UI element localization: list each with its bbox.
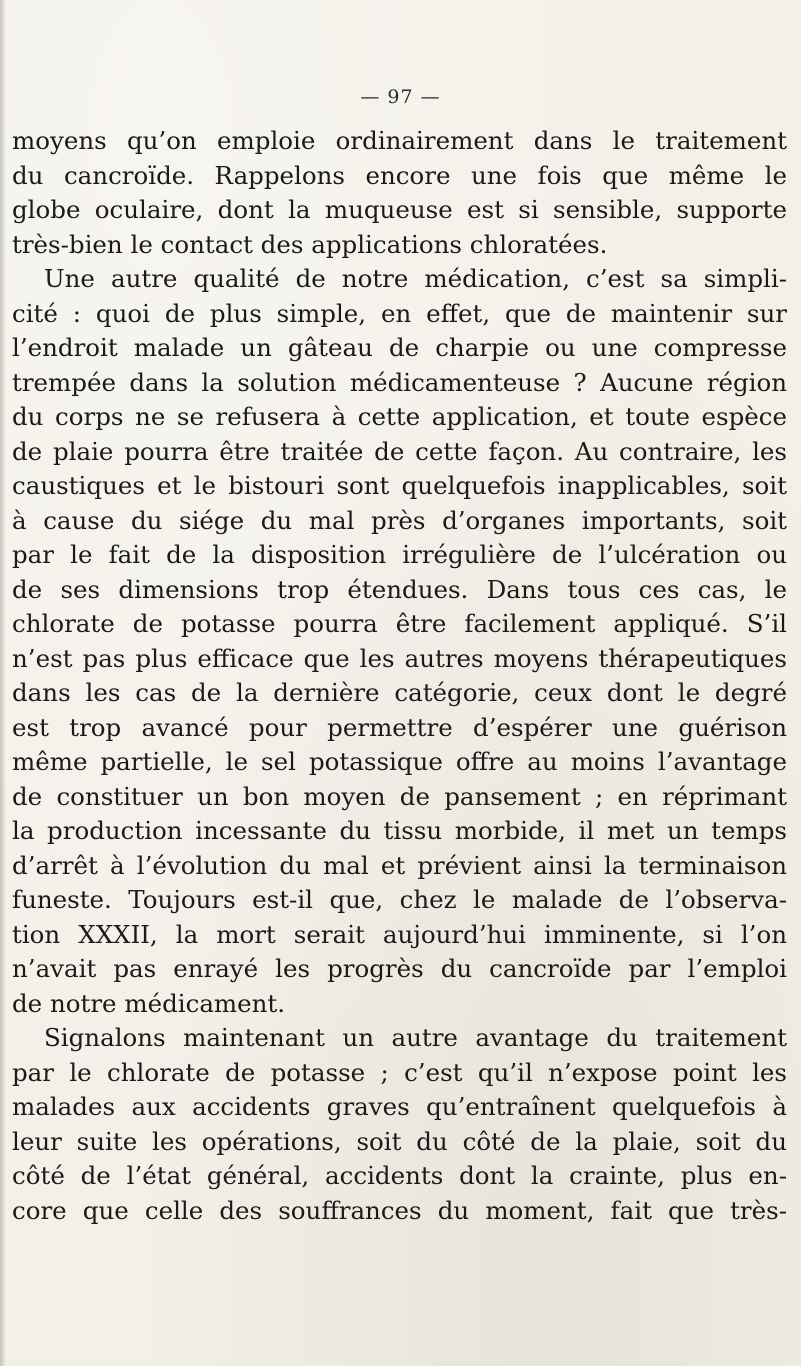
text-line: à cause du siége du mal près d’organes importants, soit [12, 505, 787, 535]
text-line: de plaie pourra être traitée de cette façon. Au contraire, les [12, 436, 787, 466]
text-line: de constituer un bon moyen de pansement ; en réprimant [12, 781, 787, 811]
text-line: leur suite les opérations, soit du côté de la plaie, soit du [12, 1126, 787, 1156]
text-line: chlorate de potasse pourra être facilement appliqué. S’il [12, 609, 787, 638]
text-line: funeste. Toujours est-il que, chez le malade de l’observa- [12, 885, 787, 914]
text-line: moyens qu’on emploie ordinairement dans le traitement [12, 126, 787, 155]
text-line: la production incessante du tissu morbide, il met un temps [12, 816, 787, 845]
body-text [12, 124, 787, 1228]
text-line: par le fait de la disposition irrégulière de l’ulcération ou [12, 540, 787, 569]
text-line: n’avait pas enrayé les progrès du cancroïde par l’emploi [12, 954, 787, 983]
text-line: core que celle des souffrances du moment, fait que très- [12, 1195, 787, 1225]
text-line: l’endroit malade un gâteau de charpie ou une compresse [12, 333, 787, 362]
page-gutter-shadow [0, 0, 6, 1366]
text-line: cité : quoi de plus simple, en effet, que de maintenir sur [12, 298, 787, 328]
text-line: dans les cas de la dernière catégorie, ceux dont le degré [12, 678, 787, 707]
text-line: n’est pas plus efficace que les autres moyens thérapeutiques [12, 643, 787, 673]
text-line: côté de l’état général, accidents dont la crainte, plus en- [12, 1161, 787, 1190]
text-line: caustiques et le bistouri sont quelquefois inapplicables, soit [12, 471, 787, 500]
text-line: trempée dans la solution médicamenteuse ? Aucune région [12, 367, 787, 397]
text-line: du corps ne se refusera à cette application, et toute espèce [12, 402, 787, 431]
text-line: très-bien le contact des applications chloratées. [12, 229, 608, 259]
text-line: tion XXXII, la mort serait aujourd’hui imminente, si l’on [12, 919, 787, 949]
text-line: est trop avancé pour permettre d’espérer une guérison [12, 712, 787, 742]
text-line: globe oculaire, dont la muqueuse est si sensible, supporte [12, 195, 787, 224]
text-line: de ses dimensions trop étendues. Dans tous ces cas, le [12, 574, 787, 604]
text-line: de notre médicament. [12, 988, 286, 1018]
text-line: Signalons maintenant un autre avantage du traitement [44, 1023, 787, 1052]
text-line: du cancroïde. Rappelons encore une fois que même le [12, 160, 787, 190]
text-line: malades aux accidents graves qu’entraînent quelquefois à [12, 1092, 787, 1121]
text-line: même partielle, le sel potassique offre au moins l’avantage [12, 747, 787, 776]
text-line: d’arrêt à l’évolution du mal et prévient ainsi la terminaison [12, 850, 787, 880]
page-number: — 97 — [360, 86, 441, 108]
text-line: Une autre qualité de notre médication, c’est sa simpli- [44, 264, 787, 293]
text-line: par le chlorate de potasse ; c’est qu’il n’expose point les [12, 1057, 787, 1087]
